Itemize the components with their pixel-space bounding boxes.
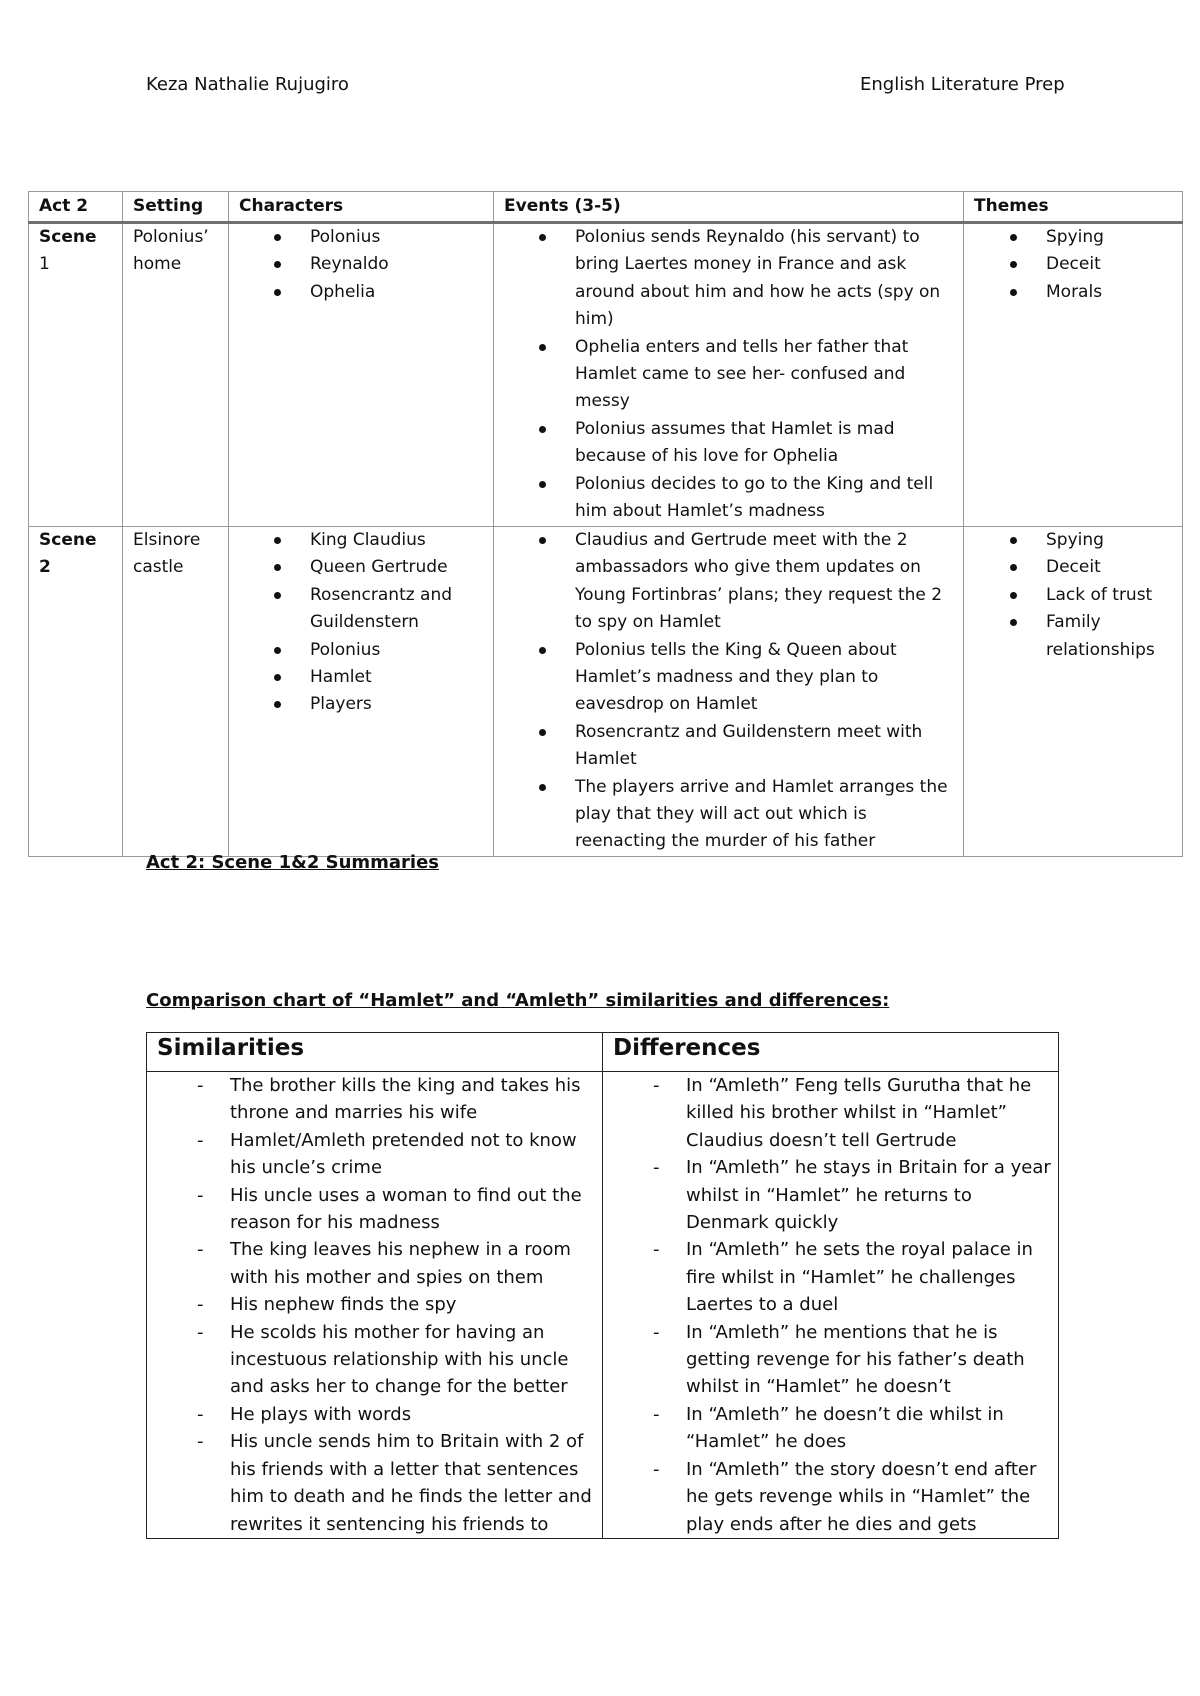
list-item: Spying (1046, 527, 1172, 554)
list-item: Polonius (310, 224, 483, 251)
list-item: Polonius decides to go to the King and tell him about Hamlet’s madness (575, 471, 953, 526)
list-item: Family relationships (1046, 609, 1172, 664)
list-item: - In “Amleth” he sets the royal palace in fire whilst in “Hamlet” he challenges Laertes to a duel (686, 1236, 1058, 1318)
list-item: - He scolds his mother for having an incestuous relationship with his uncle and asks her to change for the better (230, 1319, 602, 1401)
list-item: - In “Amleth” he doesn’t die whilst in “Hamlet” he does (686, 1401, 1058, 1456)
list-item: Polonius assumes that Hamlet is mad because of his love for Ophelia (575, 416, 953, 471)
list-item: Lack of trust (1046, 582, 1172, 609)
differences-cell (603, 1072, 1059, 1539)
list-item: - He plays with words (230, 1401, 602, 1428)
events-cell (494, 223, 964, 527)
scene-label: Scene (39, 227, 97, 247)
list-item: Reynaldo (310, 251, 483, 278)
similarities-cell (147, 1072, 603, 1539)
comparison-title: Comparison chart of “Hamlet” and “Amleth” similarities and differences: (146, 990, 890, 1011)
table-row (29, 223, 1183, 527)
list-item: - In “Amleth” he stays in Britain for a year whilst in “Hamlet” he returns to Denmark quickly (686, 1154, 1058, 1236)
list-item: Polonius tells the King & Queen about Hamlet’s madness and they plan to eavesdrop on Hamlet (575, 637, 953, 719)
table-caption: Act 2: Scene 1&2 Summaries (146, 852, 440, 873)
list-item: Players (310, 691, 483, 718)
list-item: Polonius sends Reynaldo (his servant) to bring Laertes money in France and ask around about him and how he acts (spy on him) (575, 224, 953, 334)
list-item: - His nephew finds the spy (230, 1291, 602, 1318)
list-item: - The brother kills the king and takes his throne and marries his wife (230, 1072, 602, 1127)
course-name: English Literature Prep (860, 74, 1065, 95)
list-item: Hamlet (310, 664, 483, 691)
header-similarities: Similarities (147, 1033, 603, 1072)
list-item: - In “Amleth” Feng tells Gurutha that he killed his brother whilst in “Hamlet” Claudius doesn’t tell Gertrude (686, 1072, 1058, 1154)
scene-cell (29, 527, 123, 857)
header-differences: Differences (603, 1033, 1059, 1072)
list-item: - In “Amleth” the story doesn’t end after he gets revenge whils in “Hamlet” the play ends after he dies and gets (686, 1456, 1058, 1538)
list-item: Queen Gertrude (310, 554, 483, 581)
list-item: Ophelia enters and tells her father that Hamlet came to see her- confused and messy (575, 334, 953, 416)
header-themes: Themes (964, 192, 1183, 223)
list-item: Deceit (1046, 251, 1172, 278)
list-item: Polonius (310, 637, 483, 664)
scene-number: 1 (39, 254, 50, 275)
header-setting: Setting (123, 192, 229, 223)
comparison-header-row (147, 1033, 1059, 1072)
list-item: Deceit (1046, 554, 1172, 581)
scene-cell (29, 223, 123, 527)
characters-cell (229, 527, 494, 857)
scene-number: 2 (39, 557, 51, 578)
list-item: Spying (1046, 224, 1172, 251)
list-item: The players arrive and Hamlet arranges the play that they will act out which is reenacting the murder of his father (575, 774, 953, 856)
characters-cell (229, 223, 494, 527)
list-item: - The king leaves his nephew in a room with his mother and spies on them (230, 1236, 602, 1291)
list-item: Rosencrantz and Guildenstern (310, 582, 483, 637)
list-item: - Hamlet/Amleth pretended not to know his uncle’s crime (230, 1127, 602, 1182)
list-item: - In “Amleth” he mentions that he is getting revenge for his father’s death whilst in “Hamlet” he doesn’t (686, 1319, 1058, 1401)
act-2-table (28, 191, 1183, 857)
comparison-table (146, 1032, 1059, 1539)
act-table-header-row (29, 192, 1183, 223)
setting-cell: Elsinore castle (123, 527, 229, 857)
scene-label: Scene (39, 530, 97, 550)
table-row (29, 527, 1183, 857)
list-item: - His uncle uses a woman to find out the reason for his madness (230, 1182, 602, 1237)
header-characters: Characters (229, 192, 494, 223)
list-item: Rosencrantz and Guildenstern meet with Hamlet (575, 719, 953, 774)
list-item: Claudius and Gertrude meet with the 2 ambassadors who give them updates on Young Fortinbras’ plans; they request the 2 to spy on Hamlet (575, 527, 953, 637)
setting-cell: Polonius’ home (123, 223, 229, 527)
themes-cell (964, 527, 1183, 857)
list-item: Ophelia (310, 279, 483, 306)
header-events: Events (3-5) (494, 192, 964, 223)
header-act: Act 2 (29, 192, 123, 223)
events-cell (494, 527, 964, 857)
table-row (147, 1072, 1059, 1539)
author-name: Keza Nathalie Rujugiro (146, 74, 349, 95)
list-item: Morals (1046, 279, 1172, 306)
list-item: - His uncle sends him to Britain with 2 of his friends with a letter that sentences him to death and he finds the letter and rewrites it sentencing his friends to (230, 1428, 602, 1538)
themes-cell (964, 223, 1183, 527)
list-item: King Claudius (310, 527, 483, 554)
